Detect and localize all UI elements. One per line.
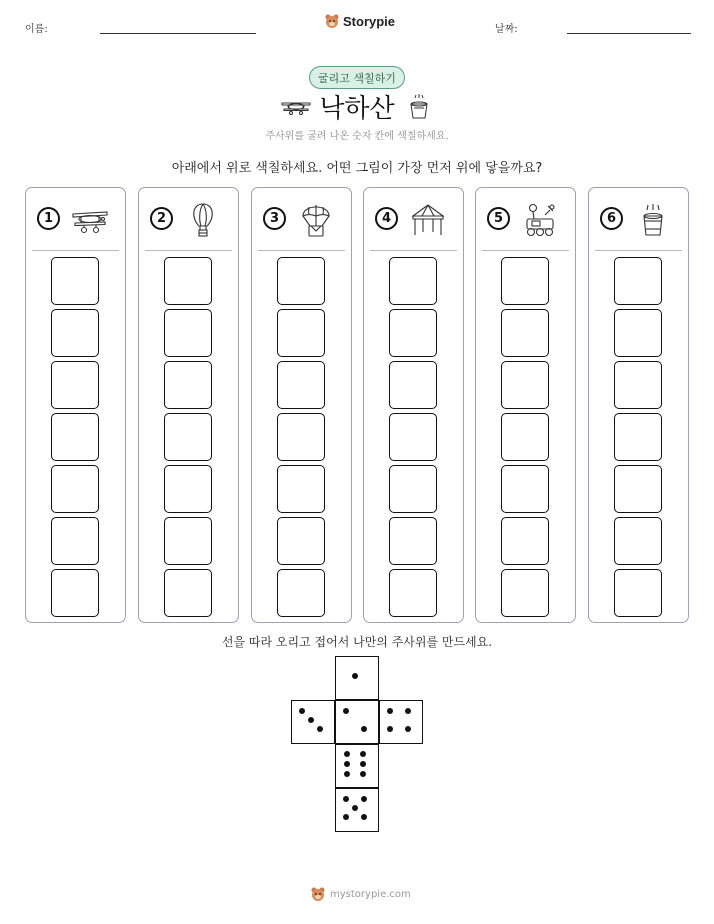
page-title: 낙하산 <box>319 94 395 124</box>
date-line[interactable] <box>567 33 691 34</box>
color-cell[interactable] <box>51 517 99 565</box>
color-cell[interactable] <box>164 309 212 357</box>
color-cell[interactable] <box>501 309 549 357</box>
column-5 <box>475 187 576 623</box>
column-4 <box>363 187 464 623</box>
pip <box>344 751 350 757</box>
pip <box>405 708 411 714</box>
color-cell[interactable] <box>51 465 99 513</box>
color-cell[interactable] <box>389 465 437 513</box>
dice-face-6[interactable] <box>335 744 379 788</box>
column-header <box>139 200 238 236</box>
color-cell[interactable] <box>277 413 325 461</box>
storypie-logo <box>324 13 395 29</box>
column-divider <box>258 250 345 251</box>
pip <box>317 726 323 732</box>
color-cell[interactable] <box>51 413 99 461</box>
dice-face-1[interactable] <box>335 656 379 700</box>
pip <box>352 673 358 679</box>
color-cell[interactable] <box>501 465 549 513</box>
color-cell[interactable] <box>164 517 212 565</box>
pip <box>360 761 366 767</box>
pip <box>343 796 349 802</box>
number-circle: 5 <box>487 207 510 230</box>
dice-face-5[interactable] <box>335 788 379 832</box>
color-cell[interactable] <box>164 465 212 513</box>
color-cell[interactable] <box>277 257 325 305</box>
number-circle: 2 <box>150 207 173 230</box>
color-cell[interactable] <box>501 361 549 409</box>
pip <box>387 708 393 714</box>
color-cell[interactable] <box>389 517 437 565</box>
color-cell[interactable] <box>614 361 662 409</box>
column-3 <box>251 187 352 623</box>
color-cell[interactable] <box>51 361 99 409</box>
parachute-icon <box>296 202 336 238</box>
color-cell[interactable] <box>164 413 212 461</box>
color-cell[interactable] <box>614 569 662 617</box>
footer-url[interactable]: mystorypie.com <box>330 888 411 900</box>
pip <box>361 726 367 732</box>
cut-instruction: 선을 따라 오리고 접어서 나만의 주사위를 만드세요. <box>221 635 493 649</box>
bucket-icon <box>633 202 673 238</box>
column-header <box>364 200 463 236</box>
column-2 <box>138 187 239 623</box>
footer <box>310 886 411 902</box>
tent-canopy-icon <box>408 202 448 238</box>
color-cell[interactable] <box>277 517 325 565</box>
color-cell[interactable] <box>277 309 325 357</box>
pip <box>361 796 367 802</box>
bear-footer-icon <box>310 886 326 902</box>
color-cell[interactable] <box>501 257 549 305</box>
number-circle: 1 <box>37 207 60 230</box>
column-6 <box>588 187 689 623</box>
date-label: 날짜: <box>495 24 518 35</box>
color-cell[interactable] <box>501 517 549 565</box>
pip <box>344 761 350 767</box>
pip <box>360 751 366 757</box>
color-cell[interactable] <box>614 465 662 513</box>
color-cell[interactable] <box>614 413 662 461</box>
logo-text: Storypie <box>343 13 396 29</box>
color-cell[interactable] <box>389 257 437 305</box>
color-cell[interactable] <box>614 257 662 305</box>
number-circle: 3 <box>263 207 286 230</box>
column-1 <box>25 187 126 623</box>
number-circle: 6 <box>600 207 623 230</box>
number-circle: 4 <box>375 207 398 230</box>
color-cell[interactable] <box>277 465 325 513</box>
page-subtitle: 주사위를 굴려 나온 숫자 칸에 색칠하세요. <box>265 131 449 142</box>
pip <box>361 814 367 820</box>
name-label: 이름: <box>25 24 48 35</box>
biplane-icon <box>70 202 110 238</box>
color-cell[interactable] <box>501 413 549 461</box>
instruction-text: 아래에서 위로 색칠하세요. 어떤 그림이 가장 먼저 위에 닿을까요? <box>171 161 543 176</box>
dice-face-2[interactable] <box>335 700 379 744</box>
dice-face-3[interactable] <box>291 700 335 744</box>
pip <box>343 814 349 820</box>
column-divider <box>370 250 457 251</box>
color-cell[interactable] <box>277 361 325 409</box>
pip <box>299 708 305 714</box>
bear-logo-icon <box>324 13 340 29</box>
color-cell[interactable] <box>51 257 99 305</box>
color-cell[interactable] <box>501 569 549 617</box>
pip <box>344 771 350 777</box>
column-divider <box>482 250 569 251</box>
color-cell[interactable] <box>164 361 212 409</box>
hot-air-balloon-icon <box>183 202 223 238</box>
column-header <box>589 200 688 236</box>
color-cell[interactable] <box>614 309 662 357</box>
color-cell[interactable] <box>389 361 437 409</box>
pip <box>343 708 349 714</box>
dice-face-4[interactable] <box>379 700 423 744</box>
column-divider <box>595 250 682 251</box>
column-header <box>26 200 125 236</box>
pip <box>308 717 314 723</box>
color-cell[interactable] <box>277 569 325 617</box>
pip <box>387 726 393 732</box>
name-line[interactable] <box>100 33 256 34</box>
color-cell[interactable] <box>164 257 212 305</box>
column-divider <box>145 250 232 251</box>
color-cell[interactable] <box>389 569 437 617</box>
color-cell[interactable] <box>51 569 99 617</box>
title-bucket-icon <box>408 92 430 120</box>
color-cell[interactable] <box>389 309 437 357</box>
pip <box>360 771 366 777</box>
color-cell[interactable] <box>51 309 99 357</box>
activity-badge: 굴리고 색칠하기 <box>309 66 405 89</box>
column-divider <box>32 250 119 251</box>
color-cell[interactable] <box>389 413 437 461</box>
pip <box>405 726 411 732</box>
pip <box>352 805 358 811</box>
color-cell[interactable] <box>164 569 212 617</box>
robot-rover-icon <box>520 202 560 238</box>
column-header <box>476 200 575 236</box>
column-header <box>252 200 351 236</box>
color-cell[interactable] <box>614 517 662 565</box>
